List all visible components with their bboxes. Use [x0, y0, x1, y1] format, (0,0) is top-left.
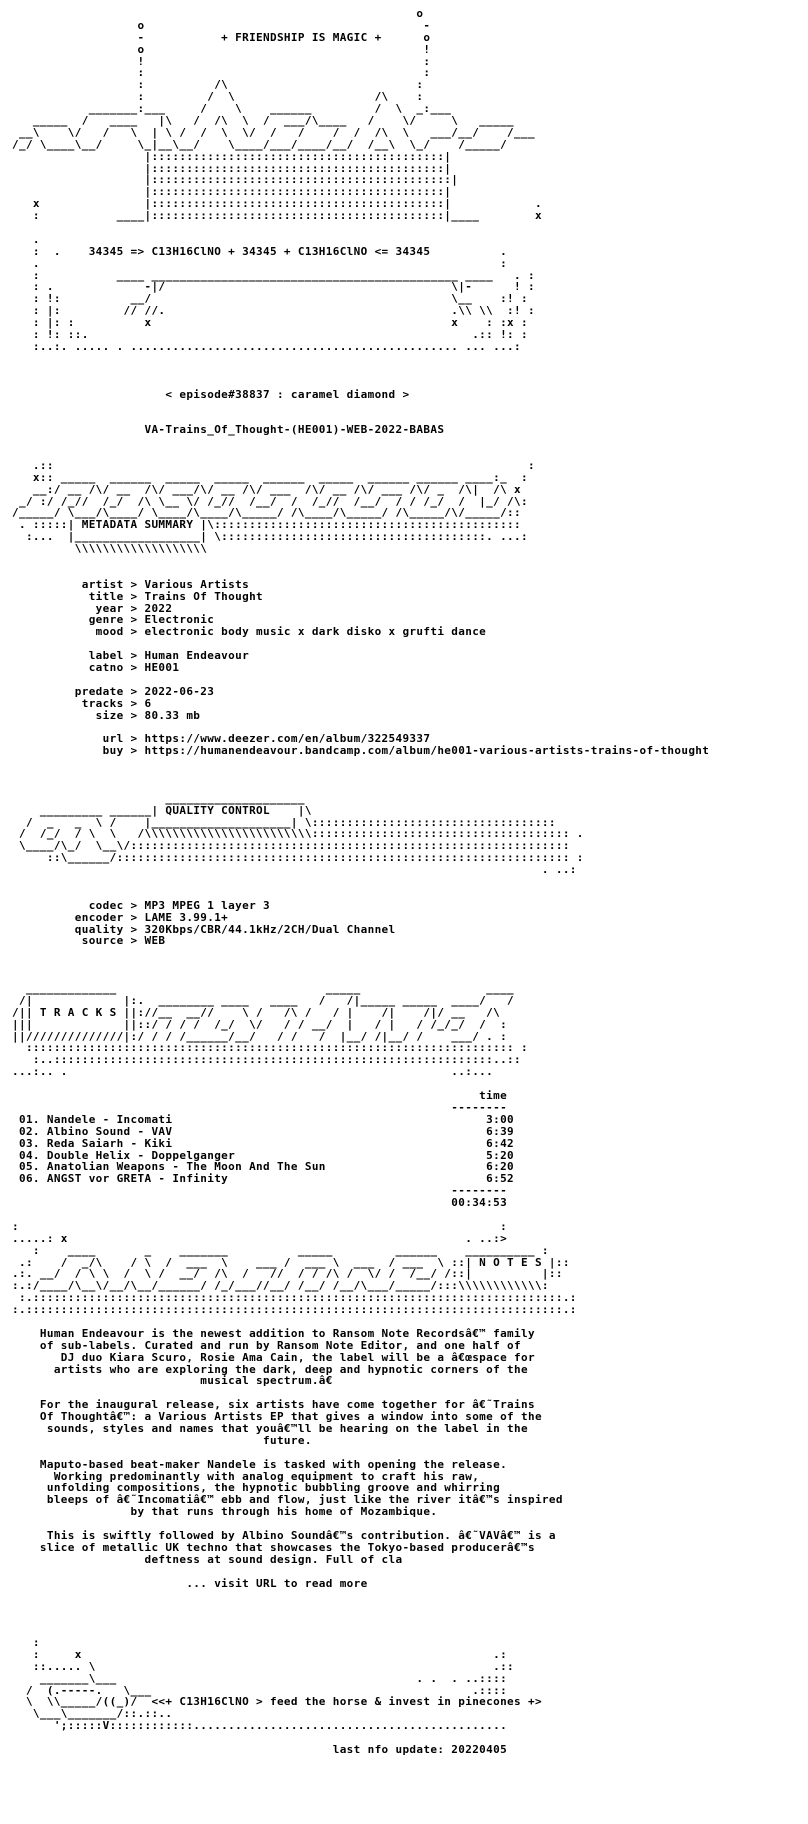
nfo-line: ! :: [12, 54, 431, 68]
nfo-line: : !: __/ \__ :! :: [12, 292, 528, 306]
nfo-line: [12, 222, 709, 234]
nfo-line: size > 80.33 mb: [12, 708, 201, 722]
nfo-line: : . -|/ \|- ! :: [12, 280, 535, 294]
nfo-line: ';:::::V::::::::::::.............................................: [12, 1719, 508, 1733]
nfo-line: buy > https://humanendeavour.bandcamp.com/album/he001-various-artists-trains-of-thought: [12, 744, 710, 758]
nfo-line: \____/\_/ \__\/:::::::::::::::::::::::::::::::::::::::::::::::::::::::::::::::: [12, 839, 570, 853]
nfo-line: /_____/ \___/\____/ \____/\____/\_____/ /\____/\_____/ /\_____/\/_____/::: [12, 506, 521, 520]
nfo-line: [12, 1625, 709, 1637]
nfo-line: [12, 674, 709, 686]
nfo-line: .:: :: [12, 458, 535, 472]
nfo-line: _________ ______| QUALITY CONTROL |\: [12, 803, 312, 817]
nfo-line: . ..:: [12, 863, 577, 877]
nfo-line: [12, 876, 709, 888]
nfo-line: :::::::::::::::::::::::::::::::::::::::::::::::::::::::::::::::::::::: :: [12, 1041, 528, 1055]
nfo-line: ||| ||::/ / / / /_/ \/ / / __/ | / | / /_/_/ / :: [12, 1017, 508, 1031]
nfo-line: VA-Trains_Of_Thought-(HE001)-WEB-2022-BABAS: [12, 423, 445, 437]
nfo-line: [12, 947, 709, 959]
nfo-line: slice of metallic UK techno that showcases the Tokyo-based producerâ€™s: [12, 1540, 535, 1554]
nfo-line: . :::::| METADATA SUMMARY |\::::::::::::::::::::::::::::::::::::::::::::: [12, 518, 521, 532]
nfo-line: artist > Various Artists: [12, 577, 250, 591]
nfo-line: o: [12, 7, 424, 20]
nfo-line: ||//////////////|:/ / / /______/__/ / / / |__/ /|__/ / ___/ . :: [12, 1029, 508, 1043]
nfo-line: [12, 365, 709, 377]
nfo-line: __\ \/ / \ | \ / / \ \/ / / / / /\ \ ___/__/ /___: [12, 125, 535, 139]
nfo-line: artists who are exploring the dark, deep and hypnotic corners of the: [12, 1362, 528, 1376]
nfo-line: [12, 781, 709, 793]
nfo-document: [12, 8, 709, 1756]
nfo-line: \ \\_____/((_)/ <<+ C13H16ClNO > feed the horse & invest in pinecones +>: [12, 1695, 542, 1709]
nfo-line: .:. __/ / \ \ / \ / __/ /\ / // / / /\ / \/ / /__/ /::| |::: [12, 1267, 563, 1281]
nfo-line: DJ duo Kiara Scuro, Rosie Ama Cain, the label will be a â€œspace for: [12, 1350, 535, 1364]
nfo-line: [12, 1447, 709, 1459]
nfo-line: [12, 377, 709, 389]
nfo-line: year > 2022: [12, 601, 173, 615]
nfo-line: ... visit URL to read more: [12, 1576, 368, 1590]
nfo-line: /|| T R A C K S ||://__ __// \ / /\ / / | /| /|/ __ /\: [12, 1005, 501, 1019]
nfo-line: .: [12, 232, 40, 246]
nfo-line: ::..... \ .::: [12, 1659, 515, 1673]
nfo-line: last nfo update: 20220405: [12, 1743, 508, 1757]
nfo-line: [12, 555, 709, 567]
nfo-line: --------: [12, 1184, 508, 1198]
nfo-line: 01. Nandele - Incomati 3:00: [12, 1112, 515, 1126]
nfo-line: x |::::::::::::::::::::::::::::::::::::::::::| .: [12, 197, 542, 211]
nfo-line: [12, 1601, 709, 1613]
nfo-line: title > Trains Of Thought: [12, 589, 264, 603]
nfo-line: This is swiftly followed by Albino Soundâ€™s contribution. â€˜VAVâ€™ is a: [12, 1529, 556, 1542]
nfo-line: [12, 400, 709, 412]
nfo-line: |::::::::::::::::::::::::::::::::::::::::::|: [12, 149, 452, 163]
nfo-line: [12, 436, 709, 448]
nfo-line: url > https://www.deezer.com/en/album/322549337: [12, 732, 431, 746]
nfo-line: codec > MP3 MPEG 1 layer 3: [12, 898, 270, 912]
nfo-line: /_/ \____\__/ \_|__\__/ \____/___/____/__/ /__\ \_/ /_____/: [12, 137, 508, 151]
nfo-line: unfolding compositions, the hypnotic bubbling groove and whirring: [12, 1481, 501, 1495]
nfo-line: /| |:. ________ ____ ____ / /|_____ _____ ____/ /: [12, 993, 515, 1007]
nfo-line: / /_/ / \ \ /\\\\\\\\\\\\\\\\\\\\\\\\::::::::::::::::::::::::::::::::::::: .: [12, 827, 584, 841]
nfo-line: :.:/____/\__\/__/\__/______/ /_/___//__/ /__/ /__/\___/_____/:::\\\\\\\\\\\\:: [12, 1279, 549, 1293]
nfo-line: / (.-----. \___ .::::: [12, 1683, 508, 1697]
nfo-line: ...:.. . ..:...: [12, 1065, 494, 1079]
nfo-line: - + FRIENDSHIP IS MAGIC + o: [12, 30, 431, 44]
nfo-line: : / \ /\ :: [12, 90, 424, 104]
nfo-line: ::\______/::::::::::::::::::::::::::::::::::::::::::::::::::::::::::::::::: :: [12, 851, 584, 865]
nfo-line: _______\___ . . . ..::::: [12, 1671, 508, 1685]
nfo-line: 06. ANGST vor GRETA - Infinity 6:52: [12, 1172, 515, 1186]
nfo-line: : !: ::. .:: !: :: [12, 328, 528, 342]
nfo-line: of sub-labels. Curated and run by Ransom Note Editor, and one half of: [12, 1338, 521, 1352]
nfo-line: . :: [12, 256, 508, 270]
nfo-line: |::::::::::::::::::::::::::::::::::::::::::|: [12, 161, 452, 175]
nfo-line: [12, 888, 709, 900]
nfo-line: \___\_______/::.::..: [12, 1707, 173, 1721]
nfo-line: o -: [12, 18, 431, 32]
nfo-line: _____________ _____ ____: [12, 982, 515, 996]
nfo-line: _______:___ / \ ______ / \ _:___: [12, 102, 452, 116]
nfo-line: : |: : x x : :x :: [12, 316, 528, 330]
nfo-line: genre > Electronic: [12, 613, 215, 627]
nfo-line: : ____|::::::::::::::::::::::::::::::::::::::::::|____ x: [12, 209, 542, 223]
nfo-line: deftness at sound design. Full of cla: [12, 1552, 403, 1566]
nfo-line: |:::::::::::::::::::::::::::::::::::::::::::|: [12, 173, 459, 187]
nfo-line: __:/ __ /\/ __ /\/ ___/\/ __ /\/ ___ /\/ __ /\/ ___ /\/ _ /\| /\ x: [12, 482, 521, 496]
nfo-line: encoder > LAME 3.99.1+: [12, 910, 229, 924]
nfo-line: source > WEB: [12, 934, 166, 948]
nfo-line: : x .:: [12, 1647, 508, 1661]
nfo-line: [12, 567, 709, 579]
nfo-line: 02. Albino Sound - VAV 6:39: [12, 1124, 515, 1138]
nfo-line: tracks > 6: [12, 696, 152, 710]
nfo-line: by that runs through his home of Mozambique.: [12, 1505, 438, 1519]
nfo-line: [12, 769, 709, 781]
nfo-line: bleeps of â€˜Incomatiâ€™ ebb and flow, just like the river itâ€™s inspired: [12, 1493, 563, 1507]
nfo-line: Human Endeavour is the newest addition to Ransom Note Recordsâ€™ family: [12, 1326, 535, 1340]
nfo-line: 00:34:53: [12, 1196, 508, 1210]
nfo-line: \\\\\\\\\\\\\\\\\\\: [12, 542, 208, 556]
nfo-line: :.::::::::::::::::::::::::::::::::::::::::::::::::::::::::::::::::::::::::::::.:: [12, 1291, 577, 1305]
nfo-line: [12, 353, 709, 365]
nfo-line: Maputo-based beat-maker Nandele is tasked with opening the release.: [12, 1457, 508, 1471]
nfo-line: Of Thoughtâ€™: a Various Artists EP that gives a window into some of the: [12, 1410, 542, 1424]
nfo-line: :.:::::::::::::::::::::::::::::::::::::::::::::::::::::::::::::::::::::::::::::.:: [12, 1303, 577, 1317]
nfo-line: :: [12, 1636, 40, 1650]
nfo-line: :..:. ..... . ............................................... ... ...:: [12, 339, 521, 353]
nfo-line: : . 34345 => C13H16ClNO + 34345 + C13H16ClNO <= 34345 .: [12, 244, 508, 258]
nfo-line: quality > 320Kbps/CBR/44.1kHz/2CH/Dual Channel: [12, 922, 396, 936]
nfo-line: 05. Anatolian Weapons - The Moon And The Sun 6:20: [12, 1160, 515, 1174]
nfo-line: 04. Double Helix - Doppelganger 5:20: [12, 1148, 515, 1162]
nfo-line: _/ :/ /_// /_/ /\ \__ \/ /_// /__/ / /_// /__/ / / /_/ / |_/ /\:: [12, 494, 528, 508]
nfo-line: [12, 959, 709, 971]
nfo-line: Working predominantly with analog equipment to craft his raw,: [12, 1469, 480, 1483]
nfo-line: x:: _____ ______ _____ _____ ______ _____ ______ ______ ____:_ :: [12, 470, 528, 484]
nfo-line: .: / _/\ / \ / ___ \ ___ / ___ \ ___ / ___ \ ::| N O T E S |::: [12, 1255, 570, 1269]
nfo-line: :... |__________________| \::::::::::::::::::::::::::::::::::::::. ...:: [12, 530, 528, 544]
nfo-line: future.: [12, 1433, 312, 1447]
nfo-line: For the inaugural release, six artists have come together for â€˜Trains: [12, 1398, 535, 1412]
nfo-line: musical spectrum.â€: [12, 1374, 340, 1388]
nfo-line: time: [12, 1089, 508, 1103]
nfo-line: |::::::::::::::::::::::::::::::::::::::::::|: [12, 185, 452, 199]
nfo-line: o !: [12, 42, 431, 56]
nfo-line: : :: [12, 1219, 508, 1233]
nfo-line: : :: [12, 66, 431, 80]
nfo-line: _____ / ____ |\ / /\ \ / ___/\____ / \/ \ _____: [12, 114, 515, 128]
nfo-line: --------: [12, 1100, 508, 1114]
nfo-line: [12, 1613, 709, 1625]
nfo-line: catno > HE001: [12, 660, 180, 674]
nfo-line: : ____ _ _______ _____ ______ __________ :: [12, 1243, 549, 1257]
nfo-line: : /\ :: [12, 78, 424, 92]
nfo-line: ____________________: [12, 791, 305, 805]
nfo-line: [12, 1566, 709, 1578]
nfo-line: : |: // //. .\\ \\ :! :: [12, 304, 535, 318]
nfo-line: :..:::::::::::::::::::::::::::::::::::::::::::::::::::::::::::::::..::: [12, 1053, 521, 1067]
nfo-line: 03. Reda Saiarh - Kiki 6:42: [12, 1136, 515, 1150]
nfo-line: : ____ ____________________________________________ ____ . :: [12, 268, 535, 282]
nfo-line: mood > electronic body music x dark disko x grufti dance: [12, 625, 487, 639]
nfo-line: label > Human Endeavour: [12, 649, 250, 663]
nfo-line: sounds, styles and names that youâ€™ll be hearing on the label in the: [12, 1421, 528, 1435]
nfo-line: .....: x . ..:>: [12, 1231, 508, 1245]
nfo-line: < episode#38837 : caramel diamond >: [12, 387, 410, 401]
nfo-line: [12, 1589, 709, 1601]
nfo-line: [12, 757, 709, 769]
nfo-line: / _ _ \ / |____________________| \:::::::::::::::::::::::::::::::::::: [12, 815, 556, 829]
nfo-line: predate > 2022-06-23: [12, 684, 215, 698]
